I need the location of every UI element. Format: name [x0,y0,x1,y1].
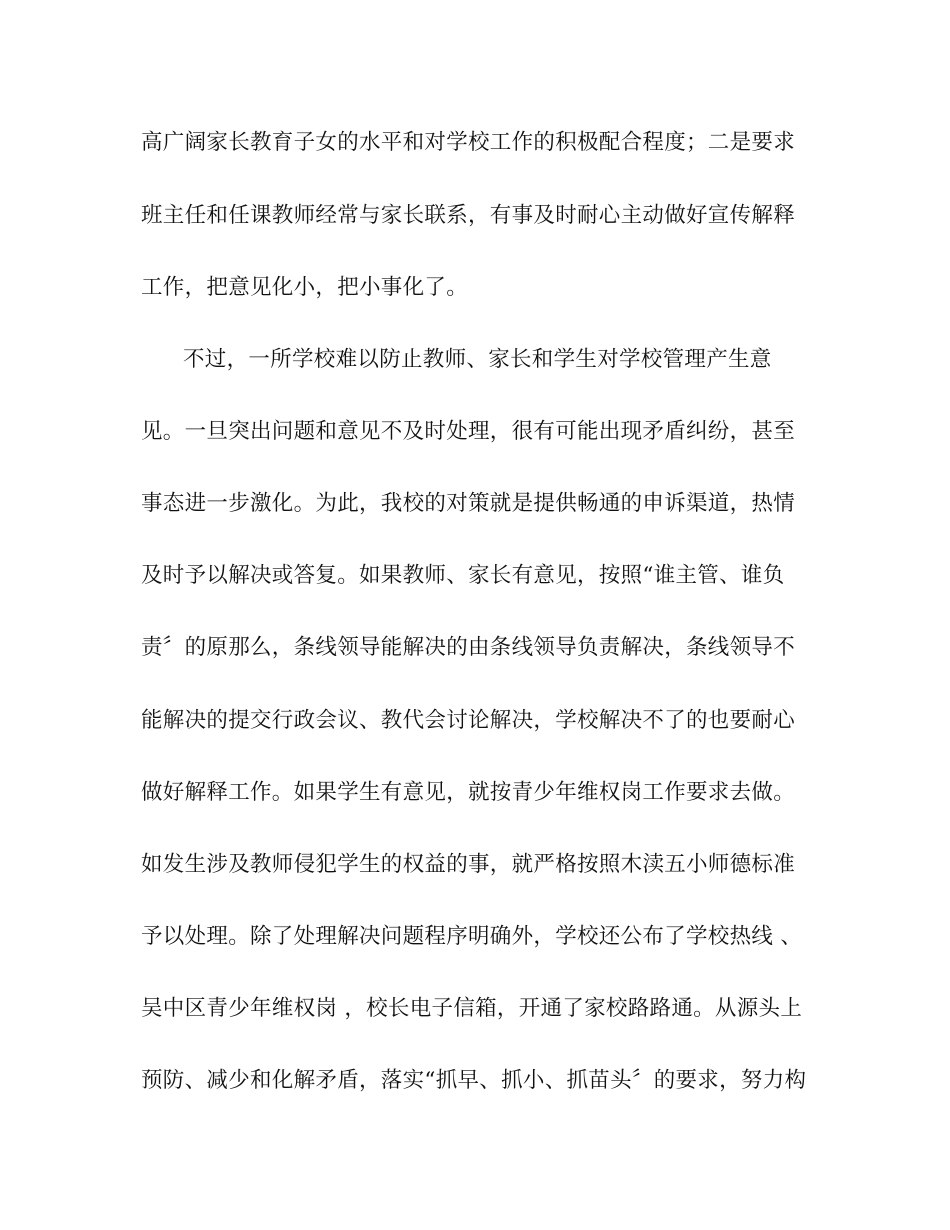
paragraph-line: 及时予以解决或答复。如果教师、家长有意见，按照“谁主管、谁负 [141,563,785,588]
paragraph-line: 见。一旦突出问题和意见不及时处理，很有可能出现矛盾纠纷，甚至 [141,419,796,444]
paragraph-line: 不过，一所学校难以防止教师、家长和学生对学校管理产生意 [183,347,772,372]
paragraph-line: 如发生涉及教师侵犯学生的权益的事，就严格按照木渎五小师德标准 [141,852,796,877]
paragraph-line: 预防、减少和化解矛盾，落实“抓早、抓小、抓苗头〞的要求，努力构 [141,1068,807,1093]
paragraph-line: 工作，把意见化小，把小事化了。 [141,275,469,300]
paragraph-line: 予以处理。除了处理解决问题程序明确外，学校还公布了学校热线 、 [141,924,803,949]
paragraph-line: 能解决的提交行政会议、教代会讨论解决，学校解决不了的也要耐心 [141,708,796,733]
paragraph-line: 责〞的原那么，条线领导能解决的由条线领导负责解决，条线领导不 [141,635,796,660]
paragraph-line: 高广阔家长教育子女的水平和对学校工作的积极配合程度；二是要求 [141,130,796,155]
paragraph-line: 班主任和任课教师经常与家长联系，有事及时耐心主动做好宣传解释 [141,203,796,228]
paragraph-line: 事态进一步激化。为此，我校的对策就是提供畅通的申诉渠道，热情 [141,491,796,516]
paragraph-line: 吴中区青少年维权岗 ，校长电子信箱，开通了家校路路通。从源头上 [141,996,803,1021]
paragraph-line: 做好解释工作。如果学生有意见，就按青少年维权岗工作要求去做。 [141,780,796,805]
